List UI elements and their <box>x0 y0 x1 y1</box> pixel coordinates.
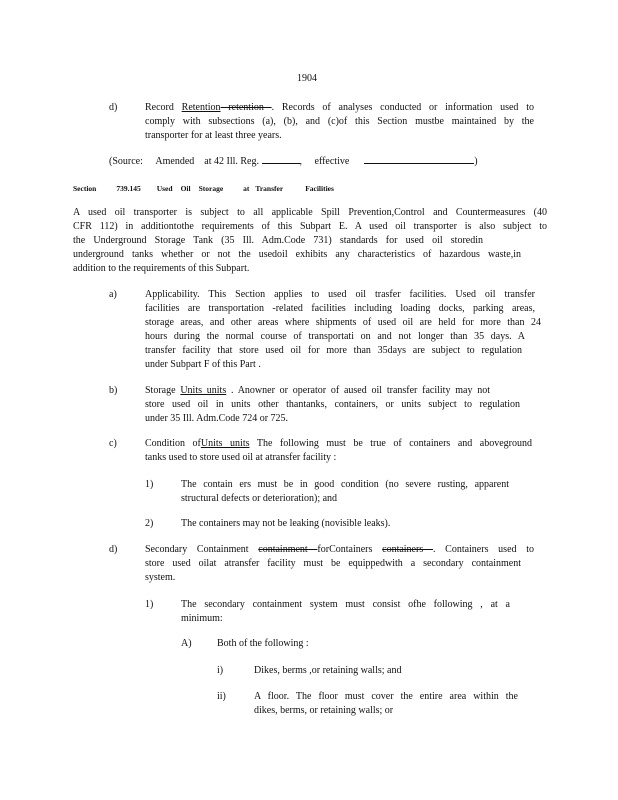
subsection-d2-line-1: Secondary Containment containment forContainers containers . Containers used to <box>145 544 534 555</box>
subsection-c-1-line-1: The contain ers must be in good condition (no severe rusting, apparent <box>181 479 509 490</box>
subsection-a-line-4: hours during the normal course of transportati on and not longer than 35 days. A <box>145 331 525 342</box>
subsection-a-line-2: facilities are transportation -related facilities including loading docks, parking areas, <box>145 303 535 314</box>
subsection-d-line-2: comply with subsections (a), (b), and (c)of this Section mustbe maintained by the <box>145 116 534 127</box>
subsection-b-line-2: store used oil in units other thantanks, containers, or units subject to regulation <box>145 399 520 410</box>
intro-line-2: CFR 112) in additiontothe requirements of this Subpart E. A used oil transporter is also subject to <box>73 221 547 232</box>
subsection-b-line-3: under 35 Ill. Adm.Code 724 or 725. <box>145 413 289 424</box>
page-number: 1904 <box>297 73 317 84</box>
subsection-d2-i-text: Dikes, berms ,or retaining walls; and <box>254 665 402 676</box>
subsection-d2-marker: d) <box>109 544 118 555</box>
subsection-c-1-line-2: structural defects or deterioration); and <box>181 493 338 504</box>
subsection-d-marker: d) <box>109 102 118 113</box>
subsection-c-marker: c) <box>109 438 117 449</box>
subsection-d2-ii-line-1: A floor. The floor must cover the entire area within the <box>254 691 518 702</box>
subsection-a-marker: a) <box>109 289 117 300</box>
intro-line-1: A used oil transporter is subject to all applicable Spill Prevention,Control and Countermeasures (40 <box>73 207 547 218</box>
subsection-d2-A-marker: A) <box>181 638 192 649</box>
subsection-b-marker: b) <box>109 385 118 396</box>
subsection-d2-line-3: system. <box>145 572 176 583</box>
subsection-d2-i-marker: i) <box>217 665 224 676</box>
subsection-d2-1-line-1: The secondary containment system must consist ofhe following , at a <box>181 599 510 610</box>
subsection-d2-line-2: store used oilat atransfer facility must be equippedwith a secondary containment <box>145 558 521 569</box>
intro-line-5: addition to the requirements of this Subpart. <box>73 263 250 274</box>
intro-line-4: underground tanks whether or not the usedoil exhibits any characteristics of hazardous waste,in <box>73 249 521 260</box>
subsection-b-line-1: Storage Units units . Anowner or operator of aused oil transfer facility may not <box>145 385 490 396</box>
intro-line-3: the Underground Storage Tank (35 Ill. Adm.Code 731) standards for used oil storedin <box>73 235 483 246</box>
section-heading: Section 739.145 Used Oil Storage at Transfer Facilities <box>73 184 334 193</box>
subsection-c-line-1: Condition ofUnits units The following must be true of containers and aboveground <box>145 438 532 449</box>
subsection-d2-ii-marker: ii) <box>217 691 226 702</box>
source-note: (Source: Amended at 42 Ill. Reg. , effective ) <box>109 156 478 167</box>
subsection-a-line-3: storage areas, and other areas where shipments of used oil are held for more than 24 <box>145 317 541 328</box>
subsection-c-line-2: tanks used to store used oil at atransfer facility : <box>145 452 337 463</box>
subsection-a-line-5: transfer facility that store used oil for more than 35days are subject to regulation <box>145 345 522 356</box>
subsection-c-1-marker: 1) <box>145 479 154 490</box>
subsection-d2-1-marker: 1) <box>145 599 154 610</box>
subsection-d2-1-line-2: minimum: <box>181 613 223 624</box>
subsection-d2-A-text: Both of the following : <box>217 638 309 649</box>
subsection-a-line-6: under Subpart F of this Part . <box>145 359 261 370</box>
subsection-a-line-1: Applicability. This Section applies to used oil trasfer facilities. Used oil transfer <box>145 289 535 300</box>
subsection-d-line-1: Record Retention retention . Records of analyses conducted or information used to <box>145 102 534 113</box>
subsection-c-2-marker: 2) <box>145 518 154 529</box>
subsection-d-line-3: transporter for at least three years. <box>145 130 282 141</box>
subsection-d2-ii-line-2: dikes, berms, or retaining walls; or <box>254 705 394 716</box>
subsection-c-2-line-1: The containers may not be leaking (novisible leaks). <box>181 518 391 529</box>
